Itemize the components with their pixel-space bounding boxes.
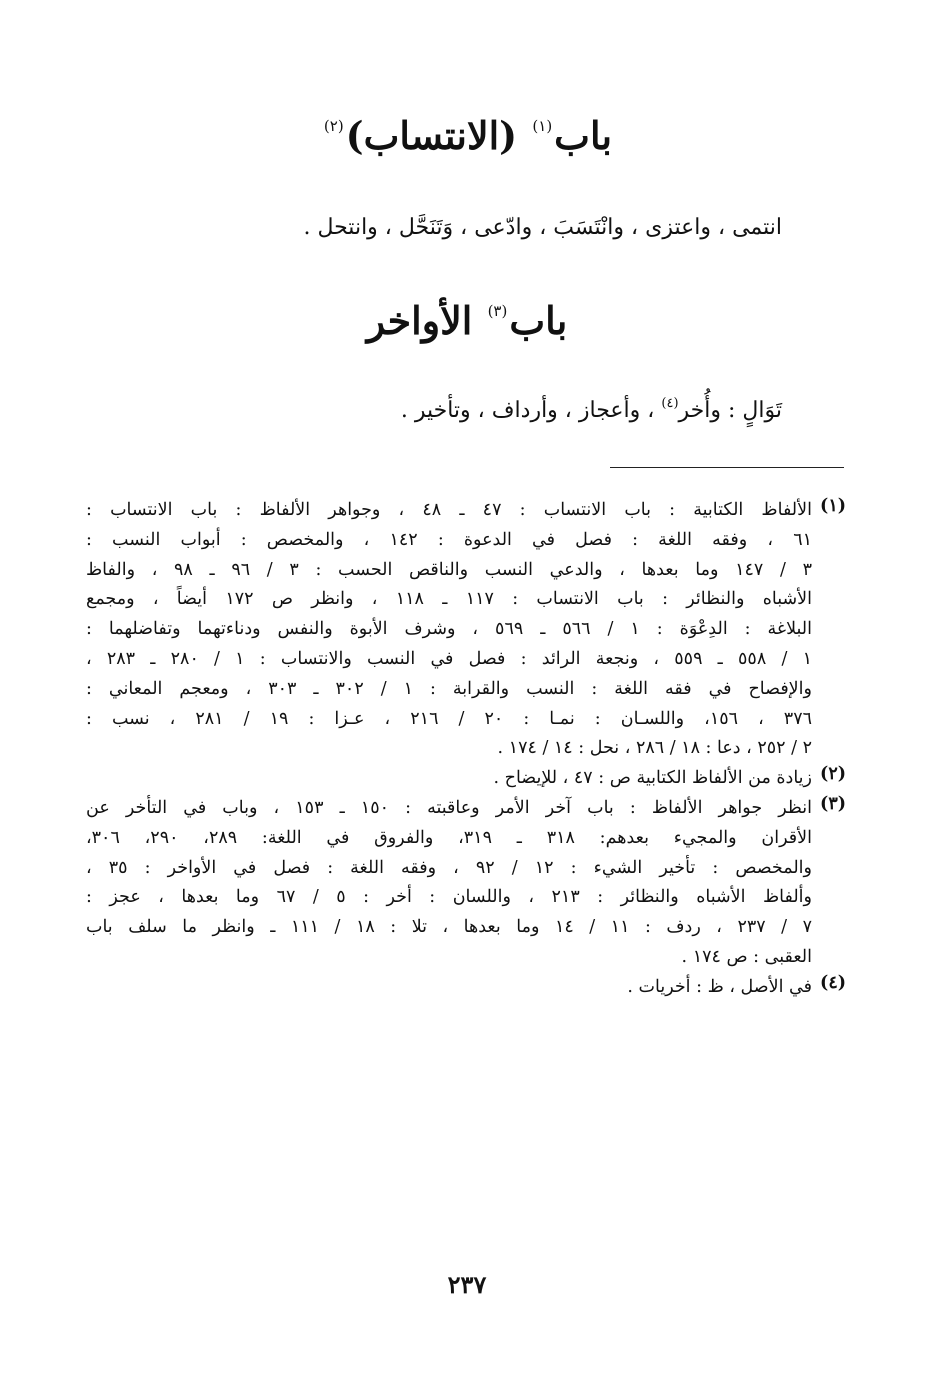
body-text-start: تَوَالٍ : وأُخر xyxy=(678,398,782,423)
footnote-number: (٣) xyxy=(820,793,846,814)
heading-word: باب xyxy=(554,113,613,158)
page-number: ٢٣٧ xyxy=(447,1270,487,1299)
footnote-line: والإفصاح في فقه اللغة : النسب والقرابة : ١ / ٣٠٢ ـ ٣٠٣ ، ومعجم المعاني : xyxy=(86,678,812,699)
footnote-line: وألفاظ الأشباه والنظائر : ٢١٣ ، واللسان : أخر : ٥ / ٦٧ وما بعدها ، عجز : xyxy=(86,887,812,908)
section-heading-awakhir xyxy=(0,298,934,344)
footnote-ref-3[interactable]: (٣) xyxy=(487,302,508,320)
footnote-line: الألفاظ الكتابية : باب الانتساب : ٤٧ ـ ٤٨ ، وجواهر الألفاظ : باب الانتساب : xyxy=(86,500,812,520)
footnote-2 xyxy=(86,764,846,794)
body-text-end: ، وأعجاز ، وأرداف ، وتأخير . xyxy=(400,398,655,423)
footnote-line: زيادة من الألفاظ الكتابية ص : ٤٧ ، للإيضاح . xyxy=(493,768,812,789)
footnote-line: الأقران والمجيء بعدهم: ٣١٨ ـ ٣١٩، والفروق في اللغة: ٢٨٩، ٢٩٠، ٣٠٦، xyxy=(86,827,812,848)
footnote-line: ٣٧٦ ، ١٥٦، واللسـان : نمـا : ٢٠ / ٢١٦ ، عـزا : ١٩ / ٢٨١ ، نسب : xyxy=(86,708,812,729)
footnote-line: العقبى : ص ١٧٤ . xyxy=(681,946,812,967)
footnote-line: ٣ / ١٤٧ وما بعدها ، والدعي النسب والناقص الحسب : ٣ / ٩٦ ـ ٩٨ ، والفاظ xyxy=(86,559,812,580)
footnote-ref-1[interactable]: (١) xyxy=(532,117,553,135)
footnote-ref-2[interactable]: (٢) xyxy=(323,117,344,135)
footnote-number: (٤) xyxy=(820,972,846,993)
footnotes xyxy=(86,496,846,1003)
footnote-separator xyxy=(610,467,844,468)
footnote-line: في الأصل ، ظ : أخريات . xyxy=(627,976,812,997)
heading-word: باب xyxy=(509,298,568,343)
footnote-line: ١ / ٥٥٨ ـ ٥٥٩ ، ونجعة الرائد : فصل في النسب والانتساب : ١ / ٢٨٠ ـ ٢٨٣ ، xyxy=(86,648,812,669)
heading-title: (الانتساب) xyxy=(345,113,518,158)
footnote-number: (٢) xyxy=(820,764,846,785)
footnote-line: الأشباه والنظائر : باب الانتساب : ١١٧ ـ ١١٨ ، وانظر ص ١٧٢ أيضاً ، ومجمع xyxy=(86,589,812,610)
footnote-line: البلاغة : الدِعْوَة : ١ / ٥٦٦ ـ ٥٦٩ ، وشرف الأبوة والنفس ودناءتهما وتفاضلهما : xyxy=(86,619,812,640)
footnote-3 xyxy=(86,794,846,973)
section-heading-intisab xyxy=(0,113,934,159)
footnote-1 xyxy=(86,496,846,764)
footnote-number: (١) xyxy=(820,496,846,516)
footnote-line: ٢ / ٢٥٢ ، دعا : ١٨ / ٢٨٦ ، نحل : ١٤ / ١٧٤ . xyxy=(497,738,812,759)
footnote-line: ٦١ ، وفقه اللغة : فصل في الدعوة : ١٤٢ ، والمخصص : أبواب النسب : xyxy=(86,529,812,550)
footnote-line: ٧ / ٢٣٧ ، ردف : ١١ / ١٤ وما بعدها ، تلا : ١٨ / ١١١ ـ وانظر ما سلف باب xyxy=(86,917,812,938)
footnote-4 xyxy=(86,973,846,1003)
section-body-intisab: انتمى ، واعتزى ، وانْتَسَبَ ، وادّعى ، وَتَنَحَّل ، وانتحل . xyxy=(303,215,782,240)
footnote-ref-4[interactable]: (٤) xyxy=(661,396,679,411)
heading-title: الأواخر xyxy=(366,298,473,343)
section-body-awakhir xyxy=(401,396,782,426)
footnote-line: والمخصص : تأخير الشيء : ١٢ / ٩٢ ، وفقه اللغة : فصل في الأواخر : ٣٥ ، xyxy=(86,857,812,878)
footnote-line: انظر جواهر الألفاظ : باب آخر الأمر وعاقبته : ١٥٠ ـ ١٥٣ ، وباب في التأخر عن xyxy=(86,797,812,818)
